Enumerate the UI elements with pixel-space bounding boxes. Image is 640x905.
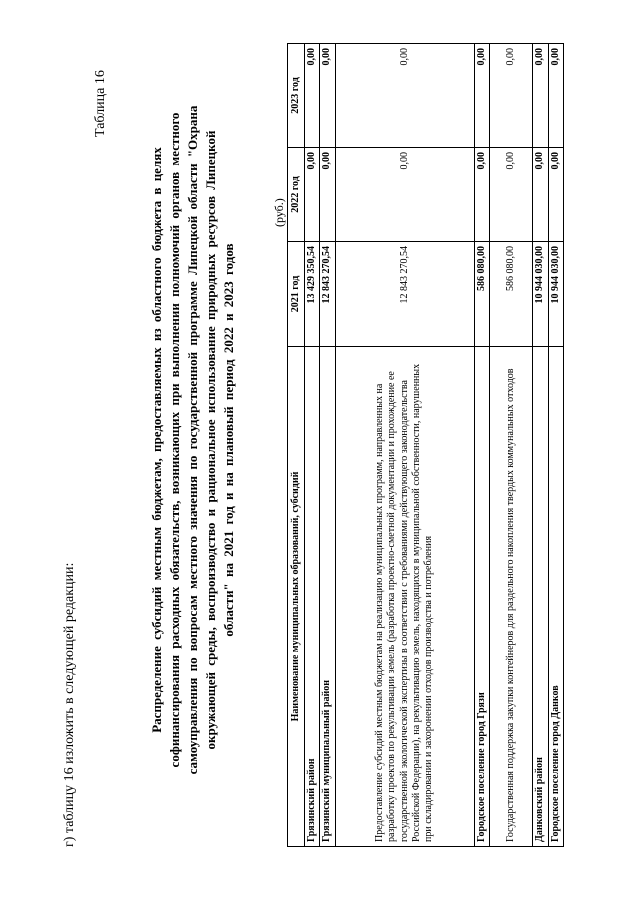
value-2022: 0,00	[335, 148, 474, 242]
document-title	[148, 95, 238, 785]
value-2023: 0,00	[548, 44, 563, 148]
column-header: Наименование муниципальных образований, субсидий	[288, 347, 305, 847]
value-2022: 0,00	[533, 148, 548, 242]
value-2023: 0,00	[533, 44, 548, 148]
value-2022: 0,00	[548, 148, 563, 242]
value-2021: 586 080,00	[490, 242, 533, 347]
column-header: 2023 год	[288, 44, 305, 148]
intro-text: г) таблицу 16 изложить в следующей редакции:	[62, 562, 77, 847]
title-line: области" на 2021 год и на плановый период 2022 и 2023 годов	[221, 243, 236, 637]
table-row	[533, 44, 548, 847]
table-row	[335, 44, 474, 847]
value-2023: 0,00	[335, 44, 474, 148]
title-line: окружающей среды, воспроизводство и рациональное использование природных ресурсов Липецкой	[203, 130, 218, 750]
subsidy-table	[287, 43, 564, 847]
value-2022: 0,00	[490, 148, 533, 242]
value-2023: 0,00	[474, 44, 489, 148]
row-name: Городское поселение город Грязи	[474, 347, 489, 847]
row-name: Данковский район	[533, 347, 548, 847]
currency-unit: (руб.)	[272, 198, 286, 227]
value-2021: 12 843 270,54	[335, 242, 474, 347]
row-name: Грязинский район	[305, 347, 320, 847]
value-2022: 0,00	[305, 148, 320, 242]
value-2022: 0,00	[474, 148, 489, 242]
table-row	[548, 44, 563, 847]
title-line: самоуправления по вопросам местного значения по государственной программе Липецкой области "Охрана	[185, 105, 200, 775]
table-row	[305, 44, 320, 847]
table-header-row	[288, 44, 305, 847]
column-header: 2021 год	[288, 242, 305, 347]
value-2021: 10 944 030,00	[533, 242, 548, 347]
table-number-label: Таблица 16	[93, 70, 108, 137]
row-name: Государственная поддержка закупки контейнеров для раздельного накопления твердых коммунальных отходов	[490, 347, 533, 847]
row-name: Грязинский муниципальный район	[320, 347, 335, 847]
value-2021: 12 843 270,54	[320, 242, 335, 347]
title-line: софинансирования расходных обязательств, возникающих при выполнении полномочий органов местного	[167, 112, 182, 768]
table-row	[474, 44, 489, 847]
value-2023: 0,00	[305, 44, 320, 148]
row-name: Предоставление субсидий местным бюджетам на реализацию муниципальных программ, направленных на разработку проектов по рекультивации земель (разработка проектно-сметной документации и прохождение ее государственной экологической экспертизы в соответствии с требованиями действующего законодательства Российской Федерации), на рекультивацию земель, находящихся в муниципальной собственности, нарушенных при складировании и захоронении отходов производства и потребления	[335, 347, 474, 847]
table-row	[320, 44, 335, 847]
value-2021: 10 944 030,00	[548, 242, 563, 347]
value-2021: 13 429 350,54	[305, 242, 320, 347]
value-2021: 586 080,00	[474, 242, 489, 347]
title-line: Распределение субсидий местным бюджетам, предоставляемых из областного бюджета в целях	[149, 147, 164, 733]
value-2023: 0,00	[490, 44, 533, 148]
row-name: Городское поселение город Данков	[548, 347, 563, 847]
column-header: 2022 год	[288, 148, 305, 242]
value-2022: 0,00	[320, 148, 335, 242]
table-row	[490, 44, 533, 847]
value-2023: 0,00	[320, 44, 335, 148]
